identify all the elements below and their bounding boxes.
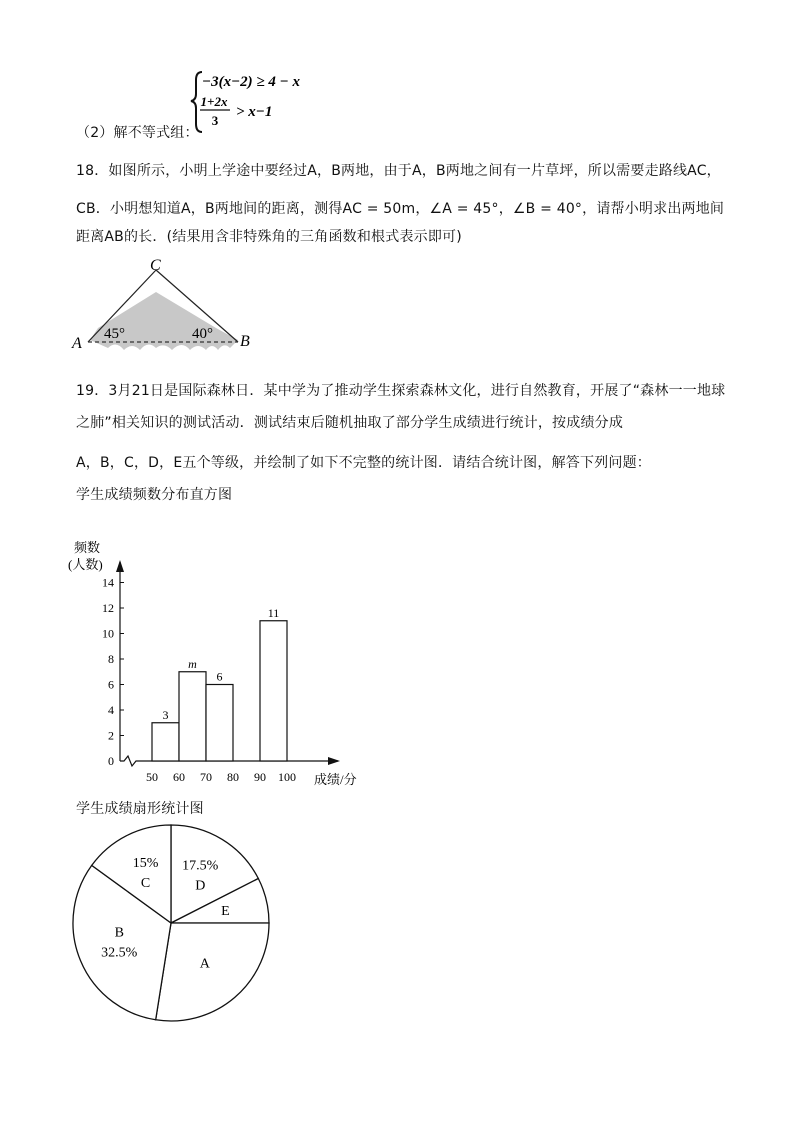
x-tick-label: 60 [173, 770, 185, 784]
x-tick-label: 70 [200, 770, 212, 784]
pie-percent-label: 15% [132, 856, 159, 872]
x-tick-label: 100 [278, 770, 296, 784]
point-a: A [72, 335, 82, 352]
point-b: B [240, 333, 250, 350]
q19-line1: 19．3月21日是国际森林日．某中学为了推动学生探索森林文化，进行自然教育，开展了“森林一一地球 [76, 383, 726, 399]
y-tick-label: 2 [108, 728, 114, 743]
pie-percent-label: 32.5% [101, 945, 138, 961]
histogram-title: 学生成绩频数分布直方图 [76, 487, 233, 503]
y-axis-label-2: (人数) [68, 557, 103, 572]
point-c: C [150, 257, 161, 274]
pie-title: 学生成绩扇形统计图 [76, 801, 204, 817]
pie-percent-label: 17.5% [182, 858, 219, 874]
y-tick-label: 0 [108, 754, 114, 768]
x-axis-label: 成绩/分 [314, 772, 357, 787]
histogram-bar [206, 685, 233, 762]
pie-slice-label: C [140, 876, 151, 892]
triangle-figure [68, 256, 268, 356]
y-tick-label: 8 [108, 652, 114, 666]
y-tick-label: 12 [102, 601, 114, 615]
x-tick-label: 80 [227, 770, 239, 784]
pie-slice-label: D [195, 878, 206, 894]
q19-line2: 之肺”相关知识的测试活动．测试结束后随机抽取了部分学生成绩进行统计，按成绩分成 [76, 415, 624, 431]
x-tick-label: 90 [254, 770, 266, 784]
inequality-system [186, 66, 326, 136]
pie-slice-label: E [221, 903, 230, 919]
bar-label: 11 [267, 605, 280, 620]
inequality-1: −3(x−2) ≥ 4 − x [202, 74, 300, 90]
x-axis-arrow [328, 757, 340, 765]
angle-a-label: 45° [104, 326, 125, 342]
pie-chart [70, 822, 272, 1024]
fraction-numerator: 1+2x [200, 94, 228, 109]
y-axis-label-1: 频数 [74, 540, 101, 555]
x-tick-label: 50 [146, 770, 158, 784]
pie-slice-label: B [114, 925, 124, 941]
histogram-chart [60, 536, 380, 792]
q18-line2: CB．小明想知道A，B两地间的距离，测得AC = 50m，∠A = 45°，∠B = 40°，请帮小明求出两地间 [76, 201, 725, 217]
y-axis-arrow [116, 560, 124, 572]
pie-slice-a [156, 923, 269, 1021]
bar-label: 6 [216, 669, 223, 684]
y-tick-label: 14 [102, 575, 114, 590]
q17-label: （2）解不等式组： [76, 125, 199, 141]
q18-line3: 距离AB的长．(结果用含非特殊角的三角函数和根式表示即可) [76, 229, 462, 245]
bar-label: 3 [162, 707, 169, 722]
y-tick-label: 10 [102, 626, 114, 641]
fraction-denominator: 3 [211, 113, 219, 128]
y-tick-label: 4 [108, 703, 114, 717]
q19-line3: A，B，C，D，E五个等级，并绘制了如下不完整的统计图．请结合统计图，解答下列问题： [76, 455, 651, 471]
q18-line1: 18．如图所示，小明上学途中要经过A，B两地，由于A，B两地之间有一片草坪，所以需要走路线AC， [76, 163, 721, 179]
bar-label: m [188, 656, 197, 671]
inequality-2-rhs: > x−1 [236, 104, 273, 120]
histogram-bar [152, 723, 179, 761]
pie-slice-label: A [199, 956, 210, 972]
histogram-bar [179, 672, 206, 761]
angle-b-label: 40° [192, 326, 213, 342]
y-tick-label: 6 [108, 677, 114, 692]
histogram-bar [260, 621, 287, 761]
